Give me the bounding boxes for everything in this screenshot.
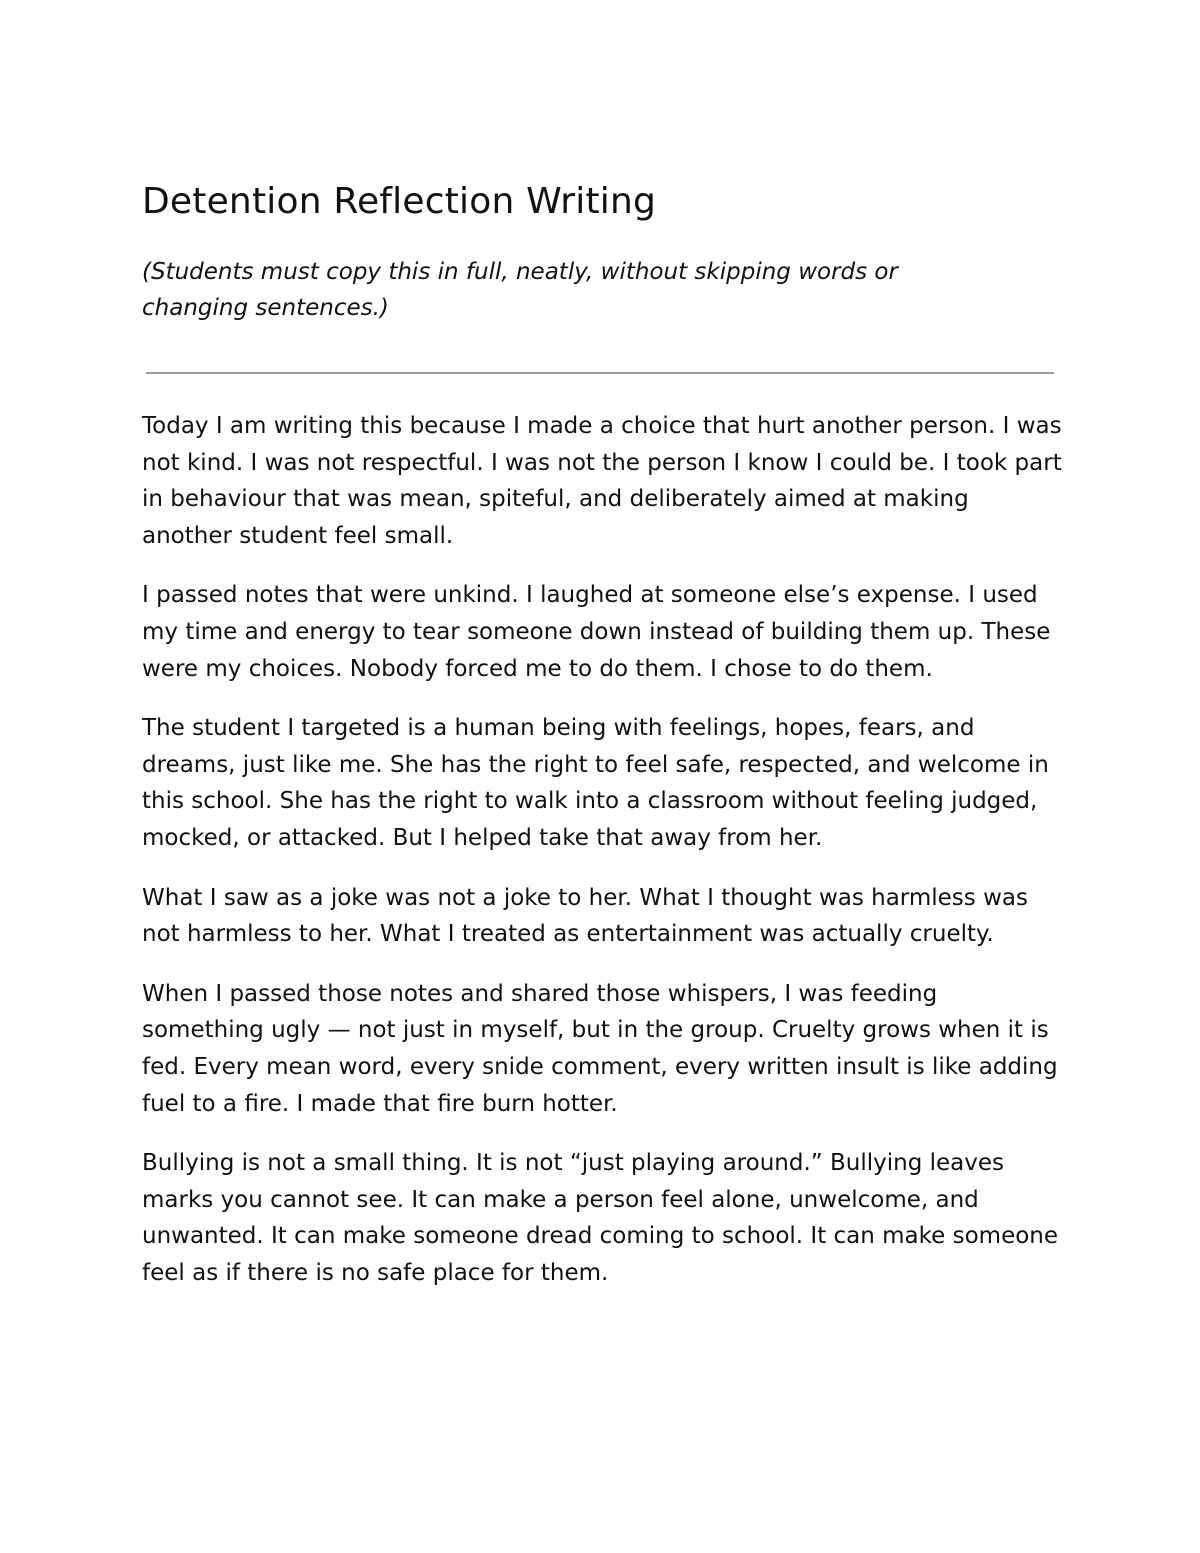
paragraph: The student I targeted is a human being with feelings, hopes, fears, and dreams, just like me. She has the right to feel safe, respected, and welcome in this school. She has the right to walk into a classroom without feeling judged, mocked, or attacked. But I helped take that away from her. xyxy=(142,715,1049,851)
paragraph: Today I am writing this because I made a choice that hurt another person. I was not kind. I was not respectful. I was not the person I know I could be. I took part in behaviour that was mean, spiteful, and deliberately aimed at making another student feel small. xyxy=(142,413,1062,549)
paragraph: Bullying is not a small thing. It is not “just playing around.” Bullying leaves marks you cannot see. It can make a person feel alone, unwelcome, and unwanted. It can make someone dread coming to school. It can make someone feel as if there is no safe place for them. xyxy=(142,1150,1059,1286)
document-body xyxy=(142,408,1062,1291)
paragraph: When I passed those notes and shared those whispers, I was feeding something ugly — not just in myself, but in the group. Cruelty grows when it is fed. Every mean word, every snide comment, every written insult is like adding fuel to a fire. I made that fire burn hotter. xyxy=(142,980,1058,1117)
paragraph: I passed notes that were unkind. I laughed at someone else’s expense. I used my time and energy to tear someone down instead of building them up. These were my choices. Nobody forced me to do them. I chose to do them. xyxy=(142,582,1051,682)
document-subtitle: (Students must copy this in full, neatly, without skipping words or changing sentences.) xyxy=(142,259,898,321)
document-page xyxy=(142,180,1062,1314)
paragraph: What I saw as a joke was not a joke to her. What I thought was harmless was not harmless to her. What I treated as entertainment was actually cruelty. xyxy=(142,884,1028,948)
document-title: Detention Reflection Writing xyxy=(142,181,657,222)
divider xyxy=(146,372,1054,374)
